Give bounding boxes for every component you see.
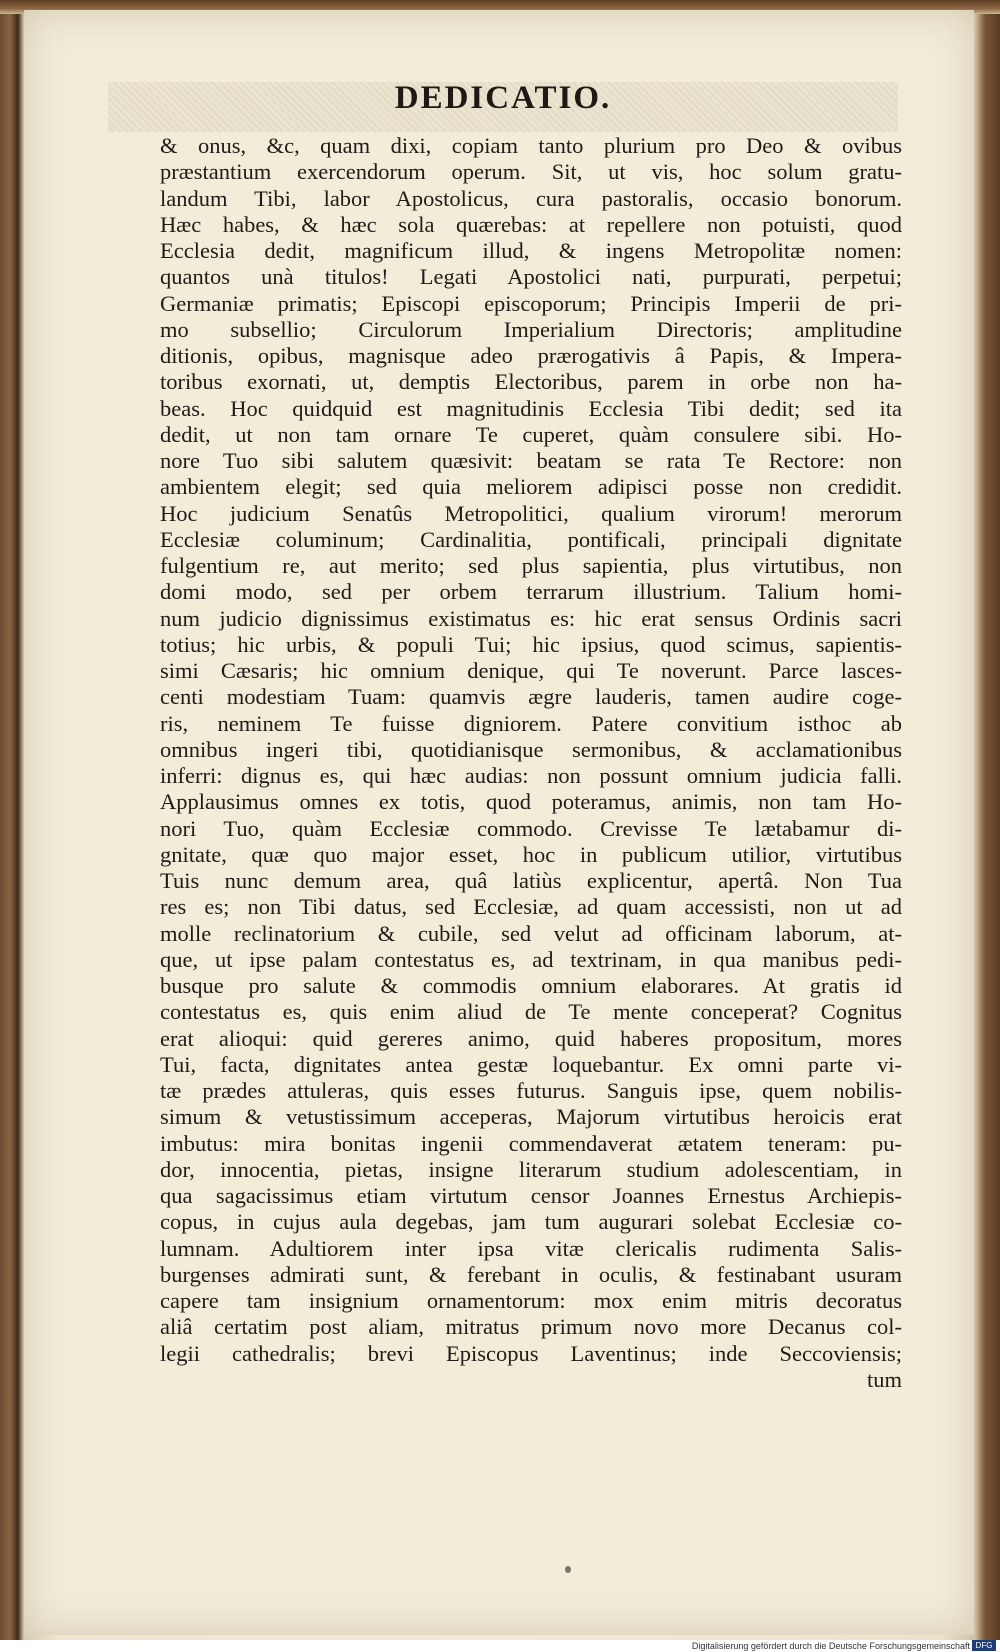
text-line: ambientem elegit; sed quia meliorem adipisci posse non credidit. [160, 474, 902, 500]
text-line: centi modestiam Tuam: quamvis ægre lauderis, tamen audire coge- [160, 684, 902, 710]
text-line: molle reclinatorium & cubile, sed velut ad officinam laborum, at- [160, 920, 902, 946]
text-line: burgenses admirati sunt, & ferebant in oculis, & festinabant usuram [160, 1261, 902, 1287]
dfg-logo: DFG [972, 1640, 996, 1651]
text-line: omnibus ingeri tibi, quotidianisque sermonibus, & acclamationibus [160, 736, 902, 762]
text-line: quantos unà titulos! Legati Apostolici nati, purpurati, perpetui; [160, 264, 902, 290]
text-line: inferri: dignus es, qui hæc audias: non possunt omnium judicia falli. [160, 763, 902, 788]
text-line: Tuis nunc demum area, quâ latiùs explicentur, apertâ. Non Tua [160, 868, 902, 893]
text-line: præstantium exercendorum operum. Sit, ut vis, hoc solum gratu- [160, 159, 902, 185]
text-line: copus, in cujus aula degebas, jam tum augurari solebat Ecclesiæ co- [160, 1209, 902, 1235]
text-line: busque pro salute & commodis omnium elaborares. At gratis id [160, 973, 902, 998]
text-line: contestatus es, quis enim aliud de Te mente conceperat? Cognitus [160, 999, 902, 1025]
text-line: dor, innocentia, pietas, insigne literarum studium adolescentiam, in [160, 1156, 902, 1182]
text-line: gnitate, quæ quo major esset, hoc in publicum utilior, virtutibus [160, 841, 902, 867]
text-line: simum & vetustissimum acceperas, Majorum virtutibus heroicis erat [160, 1104, 902, 1130]
text-line: capere tam insignium ornamentorum: mox enim mitris decoratus [160, 1288, 902, 1313]
text-line: Ecclesiæ columinum; Cardinalitia, pontificali, principali dignitate [160, 526, 902, 552]
text-line: Germaniæ primatis; Episcopi episcoporum; Principis Imperii de pri- [160, 290, 902, 316]
text-line: toribus exornati, ut, demptis Electoribus, parem in orbe non ha- [160, 369, 902, 395]
text-line: tæ prædes attuleras, quis esses futurus. Sanguis ipse, quem nobilis- [160, 1078, 902, 1103]
text-line: totius; hic urbis, & populi Tui; hic ipsius, quod scimus, sapientis- [160, 631, 902, 657]
text-line: imbutus: mira bonitas ingenii commendaverat ætatem teneram: pu- [160, 1130, 902, 1156]
text-line: res es; non Tibi datus, sed Ecclesiæ, ad quam accessisti, non ut ad [160, 894, 902, 920]
text-line: aliâ certatim post aliam, mitratus primum novo more Decanus col- [160, 1314, 902, 1340]
footer-credit [0, 1640, 1000, 1652]
text-line: lumnam. Adultiorem inter ipsa vitæ clericalis rudimenta Salis- [160, 1235, 902, 1261]
text-line: beas. Hoc quidquid est magnitudinis Ecclesia Tibi dedit; sed ita [160, 395, 902, 421]
text-line: num judicio dignissimus existimatus es: hic erat sensus Ordinis sacri [160, 605, 902, 631]
text-line: fulgentium re, aut merito; sed plus sapientia, plus virtutibus, non [160, 553, 902, 578]
text-line: Tui, facta, dignitates antea gestæ loquebantur. Ex omni parte vi- [160, 1051, 902, 1077]
text-line: landum Tibi, labor Apostolicus, cura pastoralis, occasio bonorum. [160, 185, 902, 211]
text-line: legii cathedralis; brevi Episcopus Laventinus; inde Seccoviensis; [160, 1340, 902, 1366]
text-line: Hoc judicium Senatûs Metropolitici, qualium virorum! merorum [160, 500, 902, 526]
text-line: mo subsellio; Circulorum Imperialium Directoris; amplitudine [160, 316, 902, 342]
text-line: ris, neminem Te fuisse digniorem. Patere convitium isthoc ab [160, 710, 902, 736]
text-line: que, ut ipse palam contestatus es, ad textrinam, in qua manibus pedi- [160, 946, 902, 972]
footer-credit-text: Digitalisierung gefördert durch die Deutsche Forschungsgemeinschaft [691, 1641, 970, 1651]
text-line: Ecclesia dedit, magnificum illud, & ingens Metropolitæ nomen: [160, 238, 902, 263]
text-line: qua sagacissimus etiam virtutum censor Joannes Ernestus Archiepis- [160, 1183, 902, 1208]
text-line: simi Cæsaris; hic omnium denique, qui Te noverunt. Parce lasces- [160, 658, 902, 683]
text-line: ditionis, opibus, magnisque adeo prærogativis â Papis, & Impera- [160, 343, 902, 368]
body-text [160, 133, 902, 1393]
text-line: Applausimus omnes ex totis, quod poteramus, animis, non tam Ho- [160, 789, 902, 815]
text-line: tum [866, 1366, 902, 1392]
text-line: nore Tuo sibi salutem quæsivit: beatam se rata Te Rectore: non [160, 448, 902, 473]
text-line: dedit, ut non tam ornare Te cuperet, quàm consulere sibi. Ho- [160, 421, 902, 447]
ink-dot [565, 1566, 571, 1573]
text-line: domi modo, sed per orbem terrarum illustrium. Talium homi- [160, 579, 902, 605]
page-title: DEDICATIO. [394, 80, 612, 116]
text-line: & onus, &c, quam dixi, copiam tanto plurium pro Deo & ovibus [160, 133, 902, 158]
text-line: nori Tuo, quàm Ecclesiæ commodo. Crevisse Te lætabamur di- [160, 815, 902, 841]
text-line: erat alioqui: quid gereres animo, quid haberes propositum, mores [160, 1025, 902, 1051]
text-line: Hæc habes, & hæc sola quærebas: at repellere non potuisti, quod [160, 211, 902, 237]
